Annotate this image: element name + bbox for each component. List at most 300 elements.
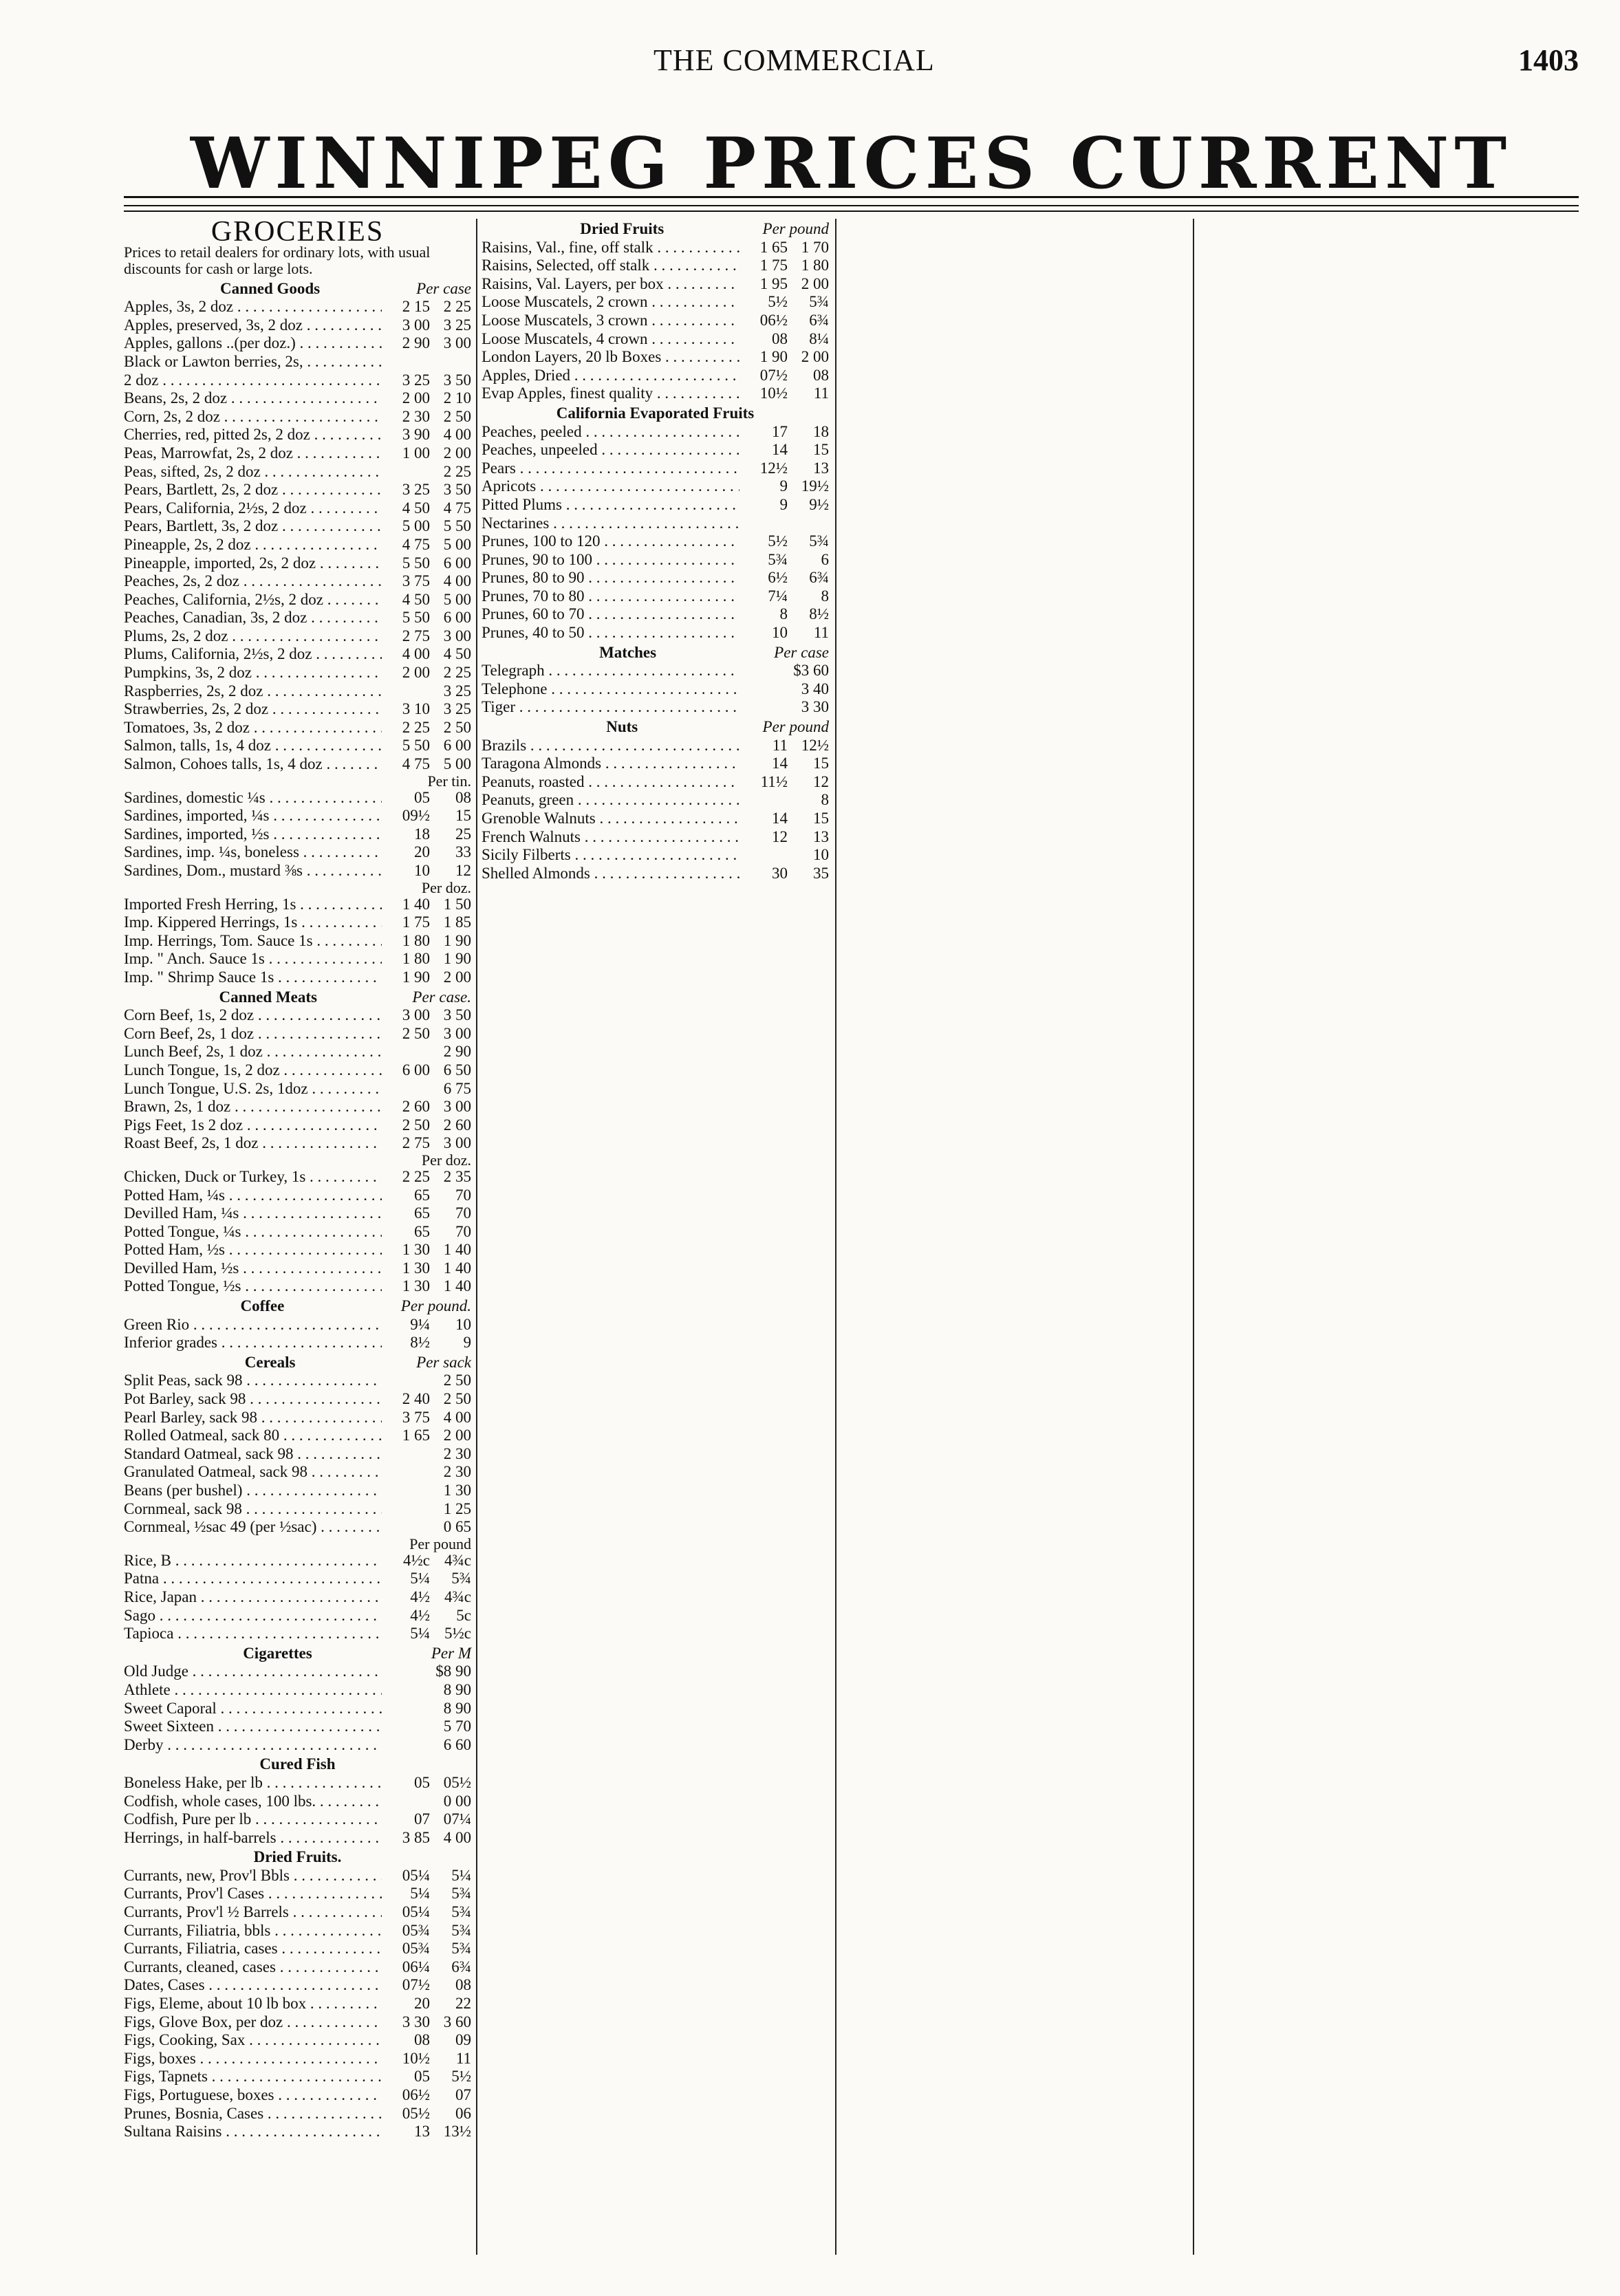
price-low: 4½c — [403, 1551, 430, 1569]
item-label: Peaches, peeled . . . — [482, 423, 739, 442]
price-list — [124, 789, 471, 880]
item-label: Dates, Cases . . . — [124, 1976, 382, 1995]
item-label: Loose Muscatels, 4 crown . . . — [482, 330, 739, 349]
price-row — [124, 682, 471, 701]
item-label: Beans (per bushel) . . . — [124, 1482, 382, 1500]
price-row — [482, 828, 829, 847]
price-high: 5 70 — [443, 1718, 471, 1735]
price-high: 4 00 — [443, 426, 471, 444]
subsection-name: Cigarettes — [243, 1644, 312, 1662]
unit-label: Per case. — [412, 988, 471, 1006]
item-label: Figs, Cooking, Sax . . . — [124, 2031, 382, 2050]
price-row — [482, 293, 829, 312]
item-label: Peaches, California, 2½s, 2 doz . . . — [124, 591, 382, 609]
price-list — [482, 239, 829, 403]
price-high: $3 60 — [793, 662, 829, 680]
price-list — [124, 298, 471, 773]
price-low: 65 — [414, 1222, 430, 1240]
price-high: 0 00 — [443, 1792, 471, 1810]
price-low: 12 — [772, 827, 788, 845]
item-label: Sultana Raisins . . . — [124, 2123, 382, 2141]
item-label: Sweet Sixteen . . . — [124, 1718, 382, 1736]
unit-label: Per case — [416, 279, 471, 297]
item-label: Rice, B . . . — [124, 1552, 382, 1570]
price-row — [124, 554, 471, 573]
price-low: 2 75 — [402, 627, 430, 645]
item-label: Imp. Herrings, Tom. Sauce 1s . . . — [124, 932, 382, 951]
price-high: 9 — [463, 1334, 471, 1352]
item-label: Beans, 2s, 2 doz . . . — [124, 389, 382, 408]
price-low: 07½ — [402, 1976, 430, 1994]
price-row — [124, 1223, 471, 1242]
price-high: 5¾ — [451, 1921, 471, 1939]
price-high: 3 60 — [443, 2013, 471, 2030]
subsection-heading — [124, 988, 471, 1007]
subsection-name: Coffee — [240, 1297, 285, 1315]
page-title: WINNIPEG PRICES CURRENT — [190, 122, 1513, 205]
price-row — [124, 1552, 471, 1570]
price-high: 6 50 — [443, 1061, 471, 1079]
price-row — [124, 1043, 471, 1061]
price-high: 2 50 — [443, 1372, 471, 1389]
price-row — [124, 1700, 471, 1718]
groceries-column — [124, 216, 471, 2255]
price-row — [124, 825, 471, 844]
price-high: 1 70 — [801, 238, 829, 256]
price-high: 5¼ — [451, 1866, 471, 1884]
price-low: 5¼ — [410, 1570, 430, 1588]
price-high: 1 85 — [443, 913, 471, 931]
price-high: 2 30 — [443, 1444, 471, 1462]
subsection-name: Canned Meats — [219, 988, 317, 1006]
item-label: Currants, Filiatria, cases . . . — [124, 1940, 382, 1958]
price-low: 09½ — [402, 807, 430, 825]
item-label: Telephone . . . — [482, 680, 739, 699]
item-label: Sago . . . — [124, 1607, 382, 1625]
price-row — [482, 680, 829, 699]
price-low: 2 60 — [402, 1098, 430, 1116]
item-label: Sardines, Dom., mustard ⅜s . . . — [124, 862, 382, 880]
item-label: Pineapple, imported, 2s, 2 doz . . . — [124, 554, 382, 573]
price-low: 9 — [779, 477, 788, 495]
price-low: 10 — [414, 862, 430, 879]
price-row — [124, 591, 471, 609]
price-list — [124, 896, 471, 987]
price-low: 5 50 — [402, 609, 430, 627]
price-low: 5¼ — [410, 1625, 430, 1643]
price-high: 25 — [455, 825, 471, 843]
price-list — [482, 423, 829, 642]
item-label: French Walnuts . . . — [482, 828, 739, 847]
price-low: 1 30 — [402, 1259, 430, 1277]
title-rule — [124, 210, 1579, 212]
item-label: Cornmeal, ½sac 49 (per ½sac) . . . — [124, 1518, 382, 1537]
price-high: 2 00 — [801, 274, 829, 292]
price-high: 1 90 — [443, 950, 471, 968]
subsection-name: Dried Fruits. — [253, 1848, 342, 1866]
item-label: Figs, Eleme, about 10 lb box . . . — [124, 1995, 382, 2013]
price-low: 06½ — [759, 311, 788, 329]
price-row — [482, 791, 829, 810]
item-label: Derby . . . — [124, 1736, 382, 1755]
price-row — [124, 789, 471, 808]
item-label: Loose Muscatels, 2 crown . . . — [482, 293, 739, 312]
price-high: 2 50 — [443, 407, 471, 425]
price-row — [124, 426, 471, 444]
price-row — [124, 371, 471, 390]
price-low: 06½ — [402, 2086, 430, 2103]
price-high: 4¾c — [444, 1551, 471, 1569]
price-high: 1 40 — [443, 1277, 471, 1295]
price-low: 11½ — [760, 772, 788, 790]
price-high: 13 — [813, 827, 829, 845]
price-high: 1 80 — [801, 257, 829, 274]
price-low: 30 — [772, 864, 788, 882]
price-low: 07½ — [759, 366, 788, 384]
price-high: 5¾ — [451, 1940, 471, 1958]
price-low: 5½ — [768, 293, 788, 311]
subsection-name: Dried Fruits — [580, 220, 665, 237]
price-low: 7¼ — [768, 587, 788, 605]
price-low: 1 80 — [402, 950, 430, 968]
price-high: 2 50 — [443, 1390, 471, 1408]
price-low: 2 25 — [402, 718, 430, 736]
price-high: 05½ — [443, 1773, 471, 1791]
price-row — [124, 1080, 471, 1098]
price-high: 2 90 — [443, 1043, 471, 1061]
price-row — [124, 1718, 471, 1736]
price-low: 3 10 — [402, 700, 430, 718]
price-row — [124, 1885, 471, 1903]
price-high: 3 25 — [443, 316, 471, 334]
price-list — [124, 1006, 471, 1153]
item-label: Pearl Barley, sack 98 . . . — [124, 1409, 382, 1427]
price-low: 3 25 — [402, 481, 430, 499]
item-label: Sicily Filberts . . . — [482, 846, 739, 865]
price-high: 15 — [813, 755, 829, 772]
price-high: 11 — [813, 385, 829, 402]
item-label: Athlete . . . — [124, 1681, 382, 1700]
price-row — [124, 913, 471, 932]
price-high: 3 30 — [801, 698, 829, 716]
item-label: Prunes, Bosnia, Cases . . . — [124, 2105, 382, 2123]
price-high: 1 30 — [443, 1482, 471, 1499]
subsection-name: Nuts — [606, 718, 638, 736]
item-label: Patna . . . — [124, 1570, 382, 1588]
price-row — [124, 950, 471, 968]
price-row — [124, 1995, 471, 2013]
price-low: 3 85 — [402, 1828, 430, 1846]
subsection-heading — [124, 1645, 471, 1663]
price-high: 4 50 — [443, 645, 471, 663]
price-low: 14 — [772, 441, 788, 459]
price-low: 6½ — [768, 569, 788, 587]
price-high: 2 00 — [443, 1427, 471, 1444]
price-low: 14 — [772, 810, 788, 827]
price-list — [124, 1372, 471, 1536]
price-high: 4 75 — [443, 499, 471, 517]
price-low: 20 — [414, 843, 430, 861]
price-high: 35 — [813, 864, 829, 882]
item-label: Pears, Bartlett, 2s, 2 doz . . . — [124, 481, 382, 499]
price-row — [124, 1463, 471, 1482]
price-row — [482, 441, 829, 459]
price-low: 4½ — [410, 1588, 430, 1605]
item-label: Shelled Almonds . . . — [482, 865, 739, 883]
price-high: 11 — [813, 624, 829, 642]
price-row — [124, 389, 471, 408]
price-high: 6 00 — [443, 554, 471, 572]
price-high: 2 00 — [443, 444, 471, 462]
price-row — [124, 1570, 471, 1588]
item-label: Nectarines . . . — [482, 515, 739, 533]
price-row — [124, 2013, 471, 2032]
price-high: 5¾ — [451, 1570, 471, 1588]
price-row — [124, 334, 471, 353]
item-label: Plums, 2s, 2 doz . . . — [124, 627, 382, 646]
item-label: Prunes, 90 to 100 . . . — [482, 551, 739, 570]
price-low: 12½ — [759, 459, 788, 477]
price-row — [124, 755, 471, 774]
price-low: 4 00 — [402, 645, 430, 663]
item-label: Inferior grades . . . — [124, 1334, 382, 1352]
subsection-heading — [124, 1848, 471, 1867]
price-row — [482, 385, 829, 403]
price-list — [124, 1316, 471, 1352]
price-row — [124, 499, 471, 518]
price-row — [482, 239, 829, 257]
item-label: Devilled Ham, ¼s . . . — [124, 1204, 382, 1223]
item-label: Currants, Filiatria, bbls . . . — [124, 1922, 382, 1940]
price-high: 3 00 — [443, 1098, 471, 1116]
price-high: 5½ — [451, 2068, 471, 2086]
item-label: Sardines, domestic ¼s . . . — [124, 789, 382, 808]
price-row — [124, 843, 471, 862]
price-low: 5 50 — [402, 737, 430, 755]
price-low: 08 — [772, 329, 788, 347]
price-row — [124, 572, 471, 591]
item-label: Peas, sifted, 2s, 2 doz . . . — [124, 463, 382, 481]
price-row — [124, 1116, 471, 1135]
price-row — [482, 423, 829, 442]
item-label: Corn Beef, 1s, 2 doz . . . — [124, 1006, 382, 1025]
price-high: 8 — [821, 791, 829, 809]
price-low: 1 75 — [759, 257, 788, 274]
price-row — [124, 645, 471, 664]
price-high: 2 35 — [443, 1167, 471, 1185]
price-high: 4 00 — [443, 1828, 471, 1846]
price-row — [482, 312, 829, 330]
subsection-heading — [482, 220, 829, 239]
price-row — [124, 2068, 471, 2086]
price-high: 22 — [455, 1995, 471, 2013]
price-list — [482, 737, 829, 883]
item-label: Salmon, talls, 1s, 4 doz . . . — [124, 737, 382, 755]
price-high: 15 — [813, 810, 829, 827]
price-row — [124, 1500, 471, 1519]
price-high: 4¾c — [444, 1588, 471, 1605]
price-row — [124, 1098, 471, 1116]
price-row — [124, 627, 471, 646]
item-label: Pineapple, 2s, 2 doz . . . — [124, 536, 382, 554]
price-low: 4½ — [410, 1606, 430, 1624]
price-high: 3 50 — [443, 481, 471, 499]
price-low: 2 50 — [402, 1024, 430, 1042]
price-high: 4 00 — [443, 1408, 471, 1426]
price-high: 2 10 — [443, 389, 471, 407]
price-high: 6 00 — [443, 737, 471, 755]
item-label: Strawberries, 2s, 2 doz . . . — [124, 700, 382, 719]
price-high: 2 25 — [443, 664, 471, 682]
item-label: Apricots . . . — [482, 477, 739, 496]
item-label: Pears, Bartlett, 3s, 2 doz . . . — [124, 517, 382, 536]
price-low: 05¾ — [402, 1921, 430, 1939]
price-low: 08 — [414, 2031, 430, 2049]
price-row — [124, 1482, 471, 1500]
title-rule — [124, 205, 1579, 206]
price-high: 2 30 — [443, 1463, 471, 1481]
item-label: Corn Beef, 2s, 1 doz . . . — [124, 1025, 382, 1043]
price-row — [124, 1427, 471, 1445]
price-high: 5 00 — [443, 755, 471, 773]
item-label: Evap Apples, finest quality . . . — [482, 385, 739, 403]
price-low: 10 — [772, 624, 788, 642]
item-label: Standard Oatmeal, sack 98 . . . — [124, 1445, 382, 1464]
price-high: 6 00 — [443, 609, 471, 627]
price-low: 8½ — [410, 1334, 430, 1352]
price-row — [124, 2086, 471, 2105]
column-divider — [835, 219, 836, 2255]
price-row — [482, 348, 829, 367]
price-high: 5½c — [444, 1625, 471, 1643]
price-high: 10 — [455, 1315, 471, 1333]
item-label: Currants, new, Prov'l Bbls . . . — [124, 1867, 382, 1885]
item-label: Black or Lawton berries, 2s, . . . — [124, 353, 382, 371]
item-label: Cherries, red, pitted 2s, 2 doz . . . — [124, 426, 382, 444]
item-label: Figs, Glove Box, per doz . . . — [124, 2013, 382, 2032]
price-high: 1 50 — [443, 895, 471, 913]
item-label: Figs, Portuguese, boxes . . . — [124, 2086, 382, 2105]
item-label: Peaches, unpeeled . . . — [482, 441, 739, 459]
subsection-heading — [482, 404, 829, 423]
price-low: 3 90 — [402, 426, 430, 444]
price-low: 1 40 — [402, 895, 430, 913]
price-low: 5 50 — [402, 554, 430, 572]
price-low: 14 — [772, 755, 788, 772]
price-list — [124, 1552, 471, 1643]
price-low: 2 90 — [402, 334, 430, 352]
subsection-heading — [482, 644, 829, 662]
price-row — [124, 408, 471, 426]
price-low: 1 65 — [402, 1427, 430, 1444]
price-row — [124, 1277, 471, 1296]
unit-label: Per M — [431, 1644, 471, 1662]
price-low: 1 80 — [402, 931, 430, 949]
item-label: Sardines, imported, ¼s . . . — [124, 807, 382, 825]
item-label: Old Judge . . . — [124, 1663, 382, 1681]
price-high: $8 90 — [435, 1663, 471, 1680]
price-low: 3 75 — [402, 1408, 430, 1426]
unit-label: Per sack — [416, 1353, 471, 1371]
price-row — [124, 862, 471, 880]
second-column — [482, 219, 829, 2255]
column-divider — [1193, 219, 1194, 2255]
price-list — [482, 662, 829, 717]
price-row — [482, 367, 829, 385]
price-high: 18 — [813, 422, 829, 440]
price-high: 70 — [455, 1222, 471, 1240]
price-row — [124, 1204, 471, 1223]
price-high: 2 25 — [443, 298, 471, 316]
price-high: 6 — [821, 550, 829, 568]
item-label: Prunes, 40 to 50 . . . — [482, 624, 739, 642]
price-high: 5¾ — [809, 293, 829, 311]
unit-label: Per pound — [409, 1535, 471, 1552]
price-row — [124, 1774, 471, 1793]
price-low: 5¾ — [768, 550, 788, 568]
price-low: 2 15 — [402, 298, 430, 316]
price-row — [124, 1168, 471, 1187]
item-label: Pot Barley, sack 98 . . . — [124, 1390, 382, 1409]
price-high: 06 — [455, 2104, 471, 2122]
price-high: 3 00 — [443, 1134, 471, 1152]
price-low: 2 50 — [402, 1116, 430, 1134]
item-label: Figs, Tapnets . . . — [124, 2068, 382, 2086]
unit-label: Per doz. — [421, 1151, 471, 1169]
price-row — [482, 515, 829, 533]
price-high: 3 25 — [443, 700, 471, 718]
unit-label: Per doz. — [421, 878, 471, 896]
price-low: 4 75 — [402, 755, 430, 773]
price-low: 05 — [414, 788, 430, 806]
price-low: 2 30 — [402, 407, 430, 425]
item-label: Tiger . . . — [482, 698, 739, 717]
item-label: Potted Ham, ¼s . . . — [124, 1187, 382, 1205]
price-row — [124, 444, 471, 463]
price-row — [482, 330, 829, 349]
price-list — [124, 1663, 471, 1754]
price-low: 07 — [414, 1810, 430, 1828]
price-high: 3 50 — [443, 1006, 471, 1024]
item-label: Peanuts, green . . . — [482, 791, 739, 810]
item-label: Plums, California, 2½s, 2 doz . . . — [124, 645, 382, 664]
item-label: Pitted Plums . . . — [482, 496, 739, 515]
price-low: 3 00 — [402, 316, 430, 334]
price-high: 3 00 — [443, 627, 471, 645]
item-label: Brazils . . . — [482, 737, 739, 755]
running-header — [124, 43, 1579, 84]
price-high: 1 40 — [443, 1259, 471, 1277]
price-low: 1 95 — [759, 274, 788, 292]
subsection-heading — [124, 280, 471, 299]
price-row — [124, 1940, 471, 1958]
price-high: 2 25 — [443, 462, 471, 480]
price-row — [124, 1903, 471, 1922]
page-number: 1403 — [1518, 43, 1579, 77]
price-high: 12 — [455, 862, 471, 879]
price-low: 2 25 — [402, 1167, 430, 1185]
price-high: 5 00 — [443, 590, 471, 608]
item-label: Peanuts, roasted . . . — [482, 773, 739, 792]
item-label: Apples, 3s, 2 doz . . . — [124, 298, 382, 316]
price-low: 5¼ — [410, 1885, 430, 1903]
price-row — [124, 2050, 471, 2068]
price-row — [124, 1958, 471, 1977]
price-high: 5¾ — [809, 532, 829, 550]
price-low: 05¼ — [402, 1903, 430, 1921]
item-label: Loose Muscatels, 3 crown . . . — [482, 312, 739, 330]
price-row — [124, 932, 471, 951]
